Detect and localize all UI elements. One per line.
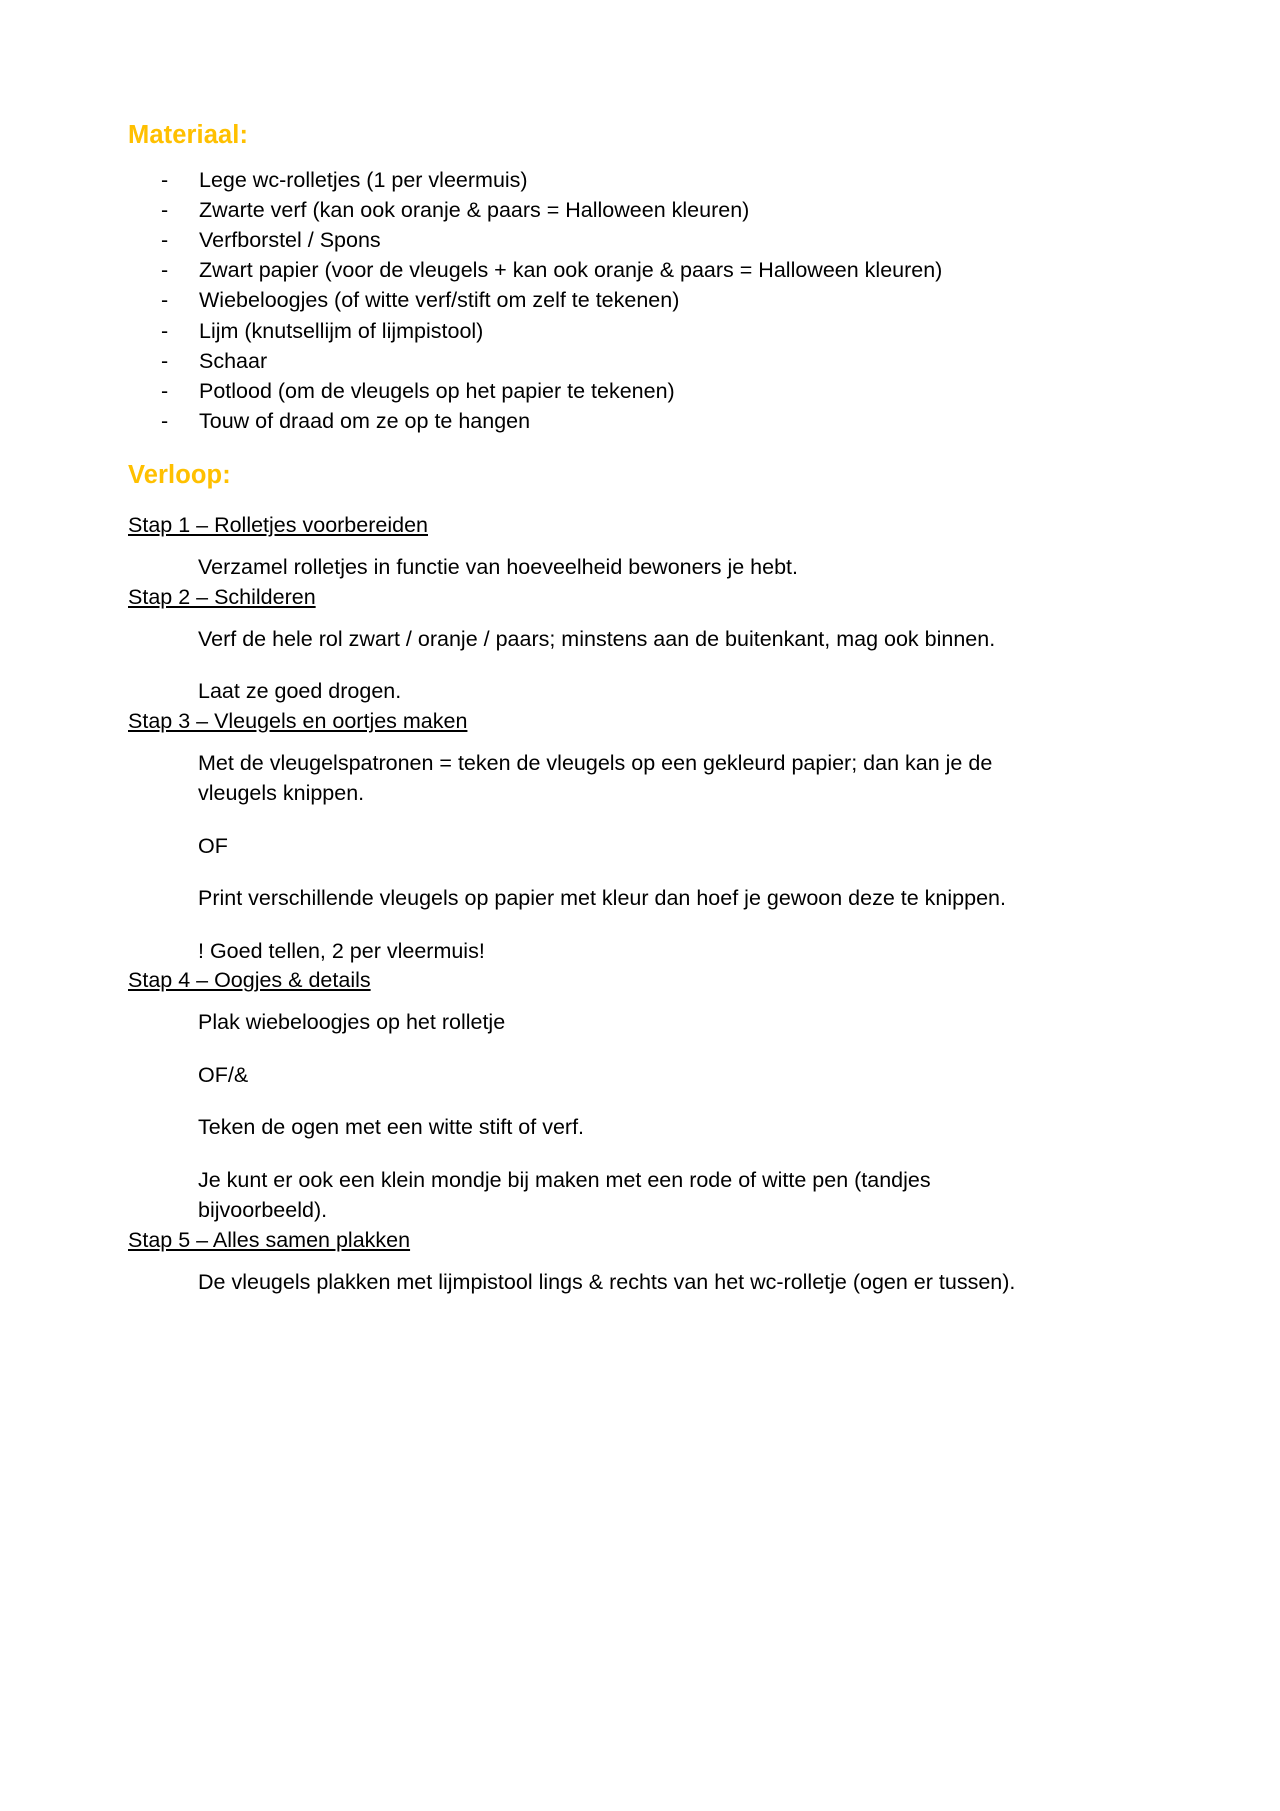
step-paragraph: Met de vleugelspatronen = teken de vleugels op een gekleurd papier; dan kan je de vleugels knippen. bbox=[198, 750, 993, 806]
step-heading-row bbox=[128, 1226, 1128, 1267]
list-item-text: Zwarte verf (kan ook oranje & paars = Halloween kleuren) bbox=[199, 198, 750, 223]
step-title: Stap 5 – Alles samen plakken bbox=[128, 1227, 411, 1252]
list-item bbox=[128, 195, 1128, 225]
step-body bbox=[198, 624, 1128, 707]
list-item-text: Wiebeloogjes (of witte verf/stift om zelf te tekenen) bbox=[199, 288, 680, 313]
list-item-text: Lege wc-rolletjes (1 per vleermuis) bbox=[199, 168, 528, 193]
step-title: Stap 4 – Oogjes & details bbox=[128, 968, 371, 993]
step-paragraph: Print verschillende vleugels op papier met kleur dan hoef je gewoon deze te knippen. bbox=[198, 886, 1006, 911]
step-title: Stap 2 – Schilderen bbox=[128, 584, 316, 609]
step-paragraph: OF/& bbox=[198, 1062, 249, 1087]
dash-bullet-icon: - bbox=[161, 168, 169, 193]
document-content bbox=[128, 120, 1128, 1297]
step-paragraph: ! Goed tellen, 2 per vleermuis! bbox=[198, 938, 485, 963]
dash-bullet-icon: - bbox=[161, 318, 169, 343]
list-item-text: Verfborstel / Spons bbox=[199, 228, 381, 253]
list-item bbox=[128, 376, 1128, 406]
dash-bullet-icon: - bbox=[161, 378, 169, 403]
materiaal-list bbox=[128, 165, 1128, 436]
dash-bullet-icon: - bbox=[161, 258, 169, 283]
dash-bullet-icon: - bbox=[161, 288, 169, 313]
list-item-text: Lijm (knutsellijm of lijmpistool) bbox=[199, 318, 484, 343]
step-body bbox=[198, 552, 1128, 583]
list-item-text: Touw of draad om ze op te hangen bbox=[199, 408, 531, 433]
step-block-1 bbox=[128, 511, 1128, 583]
list-item-text: Zwart papier (voor de vleugels + kan ook oranje & paars = Halloween kleuren) bbox=[199, 258, 943, 283]
list-item bbox=[128, 346, 1128, 376]
step-block-3 bbox=[128, 707, 1128, 967]
dash-bullet-icon: - bbox=[161, 408, 169, 433]
dash-bullet-icon: - bbox=[161, 348, 169, 373]
step-heading-row bbox=[128, 583, 1128, 624]
materiaal-heading: Materiaal: bbox=[128, 121, 249, 149]
step-paragraph: Verzamel rolletjes in functie van hoeveelheid bewoners je hebt. bbox=[198, 555, 798, 580]
list-item bbox=[128, 225, 1128, 255]
step-paragraph: OF bbox=[198, 833, 228, 858]
list-item bbox=[128, 285, 1128, 315]
step-body bbox=[198, 1267, 1128, 1298]
list-item-text: Schaar bbox=[199, 348, 268, 373]
step-heading-row bbox=[128, 511, 1128, 552]
step-body bbox=[198, 748, 1128, 967]
list-item-text: Potlood (om de vleugels op het papier te tekenen) bbox=[199, 378, 675, 403]
list-item bbox=[128, 406, 1128, 436]
step-heading-row bbox=[128, 707, 1128, 748]
step-paragraph: Plak wiebeloogjes op het rolletje bbox=[198, 1010, 506, 1035]
list-item bbox=[128, 255, 1128, 285]
step-body bbox=[198, 1007, 1128, 1226]
dash-bullet-icon: - bbox=[161, 228, 169, 253]
dash-bullet-icon: - bbox=[161, 198, 169, 223]
step-paragraph: Teken de ogen met een witte stift of verf. bbox=[198, 1115, 585, 1140]
step-paragraph: Je kunt er ook een klein mondje bij maken met een rode of witte pen (tandjes bijvoorbeeld). bbox=[198, 1167, 931, 1223]
step-title: Stap 3 – Vleugels en oortjes maken bbox=[128, 708, 468, 733]
step-paragraph: Verf de hele rol zwart / oranje / paars; minstens aan de buitenkant, mag ook binnen. bbox=[198, 626, 996, 651]
step-block-5 bbox=[128, 1226, 1128, 1298]
step-heading-row bbox=[128, 966, 1128, 1007]
step-paragraph: Laat ze goed drogen. bbox=[198, 679, 402, 704]
verloop-heading: Verloop: bbox=[128, 460, 231, 489]
step-block-2 bbox=[128, 583, 1128, 707]
step-block-4 bbox=[128, 966, 1128, 1226]
step-paragraph: De vleugels plakken met lijmpistool lings & rechts van het wc-rolletje (ogen er tussen). bbox=[198, 1269, 1016, 1294]
step-title: Stap 1 – Rolletjes voorbereiden bbox=[128, 513, 428, 538]
list-item bbox=[128, 165, 1128, 195]
list-item bbox=[128, 316, 1128, 346]
